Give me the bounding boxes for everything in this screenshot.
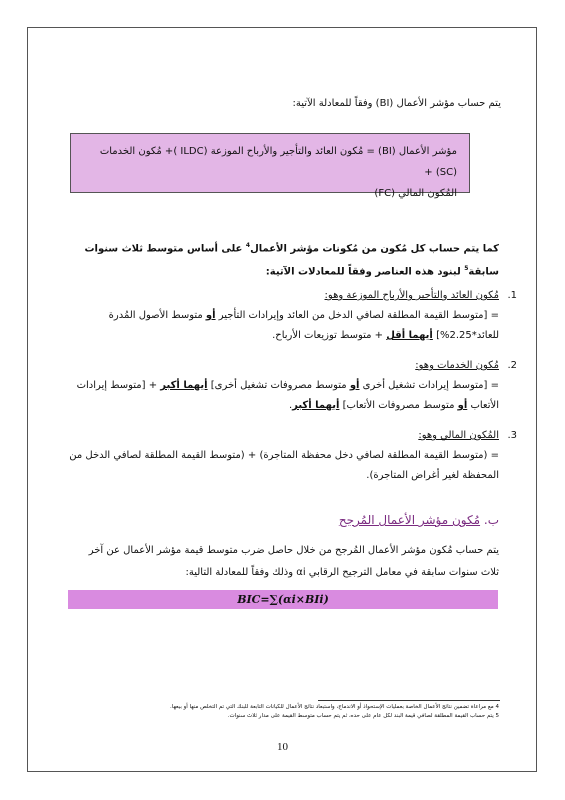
item-number: 1. bbox=[507, 290, 517, 301]
item-text: متوسط مصروفات الأتعاب] bbox=[339, 400, 458, 411]
list-item-1 bbox=[68, 286, 517, 346]
footnote-5: 5 يتم حساب القيمة المطلقة لصافي قيمة البند لكل عام على حده، ثم يتم حساب متوسط القيمة على مدار ثلاث سنوات. bbox=[227, 713, 499, 719]
bic-equation: BIC=∑(αi×BIi) bbox=[68, 590, 498, 609]
item-or: أو bbox=[457, 400, 468, 411]
item-or: أو bbox=[205, 310, 216, 321]
section-paragraph: يتم حساب مُكون مؤشر الأعمال المُرجح من خلال حاصل ضرب متوسط قيمة مؤشر الأعمال عن آخر ثلاث سنوات سابقة في معامل الترجيح الرقابي αi وذلك وفقاً للمعادلة التالية: bbox=[88, 545, 499, 578]
section-heading bbox=[339, 513, 499, 527]
item-text: . bbox=[288, 400, 293, 411]
formula-line-1: مؤشر الأعمال (BI) = مُكون العائد والتأجير والأرباح الموزعة (ILDC )+ مُكون الخدمات (SC) + bbox=[99, 146, 457, 178]
item-text: = [متوسط إيرادات تشغيل أخرى bbox=[359, 380, 499, 391]
intro-text: يتم حساب مؤشر الأعمال (BI) وفقاً للمعادلة الآتية: bbox=[292, 98, 501, 109]
formula-line-2: المُكون المالي (FC) bbox=[374, 188, 457, 199]
item-emphasis: أيهما أكبر bbox=[160, 380, 208, 391]
footnotes bbox=[68, 703, 499, 721]
item-heading: مُكون الخدمات وهو: bbox=[415, 360, 499, 371]
item-heading: المُكون المالي وهو: bbox=[418, 430, 499, 441]
page-number: 10 bbox=[277, 741, 288, 753]
list-item-2 bbox=[68, 356, 517, 416]
item-number: 2. bbox=[507, 360, 517, 371]
item-body bbox=[68, 306, 499, 346]
footnote-separator bbox=[318, 700, 500, 701]
section-letter: ب. bbox=[483, 513, 499, 527]
list-item-3 bbox=[68, 426, 517, 486]
item-text: = [متوسط القيمة المطلقة لصافي الدخل من العائد وإيرادات التأجير bbox=[215, 310, 499, 321]
section-title: مُكون مؤشر الأعمال المُرجح bbox=[338, 513, 481, 527]
item-text: + متوسط توزيعات الأرباح. bbox=[272, 330, 387, 341]
footnote-ref-5[interactable]: 5 bbox=[464, 265, 469, 273]
footnote-ref-4[interactable]: 4 bbox=[245, 242, 251, 249]
item-or: أو bbox=[349, 380, 360, 391]
item-text: متوسط الأصول المُدرة للعائد*2.25%] bbox=[108, 310, 499, 341]
item-emphasis: أيهما أكبر bbox=[292, 400, 340, 411]
footnote-4: 4 مع مراعاة تضمين نتائج الأعمال الخاصة بعمليات الإستحواذ أو الاندماج، واستبعاد نتائج الأعمال للكيانات التابعة للبنك التي تم التخلص منها أو بيعها. bbox=[170, 704, 499, 710]
item-text: + [متوسط إيرادات الأتعاب bbox=[76, 380, 499, 411]
item-emphasis: أيهما أقل bbox=[386, 330, 433, 341]
formula-box bbox=[70, 133, 470, 199]
item-body bbox=[68, 376, 499, 416]
para-part-3: لبنود هذه العناصر وفقاً للمعادلات الآتية: bbox=[265, 266, 465, 278]
item-body: = (متوسط القيمة المطلقة لصافي دخل محفظة المتاجرة) + (متوسط القيمة المطلقة لصافي الدخل من المحفظة لغير أغراض المتاجرة). bbox=[69, 450, 499, 481]
components-intro-paragraph bbox=[68, 236, 499, 283]
item-heading: مُكون العائد والتأجير والأرباح الموزعة وهو: bbox=[324, 290, 499, 301]
item-number: 3. bbox=[507, 430, 517, 441]
item-text: متوسط مصروفات تشغيل أخرى] bbox=[207, 380, 350, 391]
para-part-2: على أساس متوسط ثلاث سنوات سابقة bbox=[84, 243, 499, 278]
para-part-1: كما يتم حساب كل مُكون من مُكونات مؤشر الأعمال bbox=[250, 243, 499, 255]
